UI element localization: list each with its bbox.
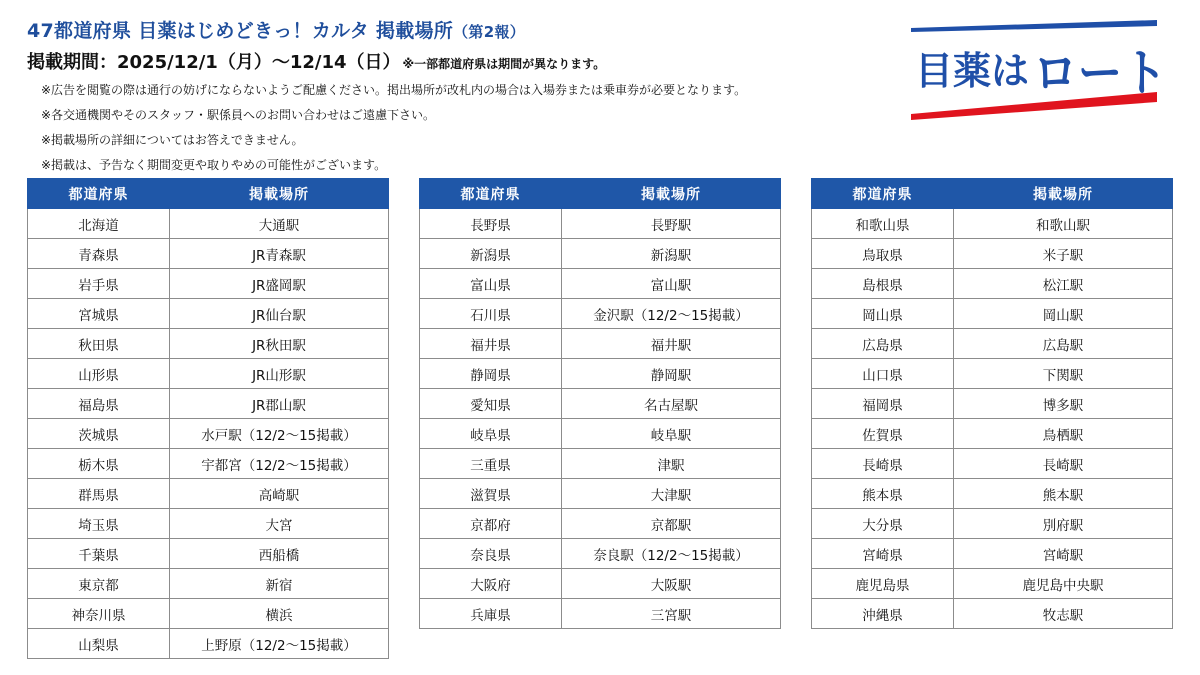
table-row [812,389,1173,419]
prefecture-cell: 石川県 [420,299,562,329]
prefecture-cell: 鹿児島県 [812,569,954,599]
place-cell: 三宮駅 [562,599,781,629]
place-cell: 横浜 [170,599,389,629]
table-row [812,509,1173,539]
period-text: 掲載期間：2025/12/1（月）～12/14（日） [27,52,401,73]
table-row [28,539,389,569]
title-suffix: （第2報） [453,23,526,41]
place-cell: 新潟駅 [562,239,781,269]
table-row [812,269,1173,299]
prefecture-cell: 島根県 [812,269,954,299]
table-row [28,599,389,629]
table-row [28,329,389,359]
table-row [28,299,389,329]
prefecture-cell: 和歌山県 [812,209,954,239]
place-cell: 大通駅 [170,209,389,239]
prefecture-cell: 静岡県 [420,359,562,389]
table-row [812,539,1173,569]
table-row [28,449,389,479]
table-row [812,209,1173,239]
table-row [420,539,781,569]
prefecture-cell: 新潟県 [420,239,562,269]
place-cell: 下関駅 [954,359,1173,389]
place-cell: 京都駅 [562,509,781,539]
prefecture-cell: 福井県 [420,329,562,359]
table-row [812,419,1173,449]
prefecture-cell: 長崎県 [812,449,954,479]
place-cell: JR仙台駅 [170,299,389,329]
prefecture-cell: 山口県 [812,359,954,389]
place-cell: 金沢駅（12/2～15掲載） [562,299,781,329]
prefecture-cell: 神奈川県 [28,599,170,629]
place-cell: 長野駅 [562,209,781,239]
place-cell: 大津駅 [562,479,781,509]
table-row [812,569,1173,599]
table-row [28,209,389,239]
period-line [27,48,605,74]
place-cell: 上野原（12/2～15掲載） [170,629,389,659]
place-cell: 名古屋駅 [562,389,781,419]
place-cell: 水戸駅（12/2～15掲載） [170,419,389,449]
prefecture-cell: 佐賀県 [812,419,954,449]
table-row [420,419,781,449]
locations-table-3 [811,178,1173,629]
prefecture-cell: 愛知県 [420,389,562,419]
prefecture-cell: 京都府 [420,509,562,539]
place-cell: 米子駅 [954,239,1173,269]
page-title [27,16,525,43]
locations-table-1 [27,178,389,659]
logo-text-brand: ロート [1033,44,1167,102]
table-row [28,359,389,389]
table-row [28,629,389,659]
table-row [28,419,389,449]
period-note: ※一部都道府県は期間が異なります。 [402,57,606,71]
prefecture-cell: 広島県 [812,329,954,359]
table-row [420,569,781,599]
table-row [420,329,781,359]
table-row [812,359,1173,389]
prefecture-cell: 東京都 [28,569,170,599]
place-cell: JR盛岡駅 [170,269,389,299]
place-cell: 鳥栖駅 [954,419,1173,449]
place-cell: JR青森駅 [170,239,389,269]
table-row [420,449,781,479]
place-cell: 宮崎駅 [954,539,1173,569]
place-cell: 博多駅 [954,389,1173,419]
note-line: ※掲載場所の詳細についてはお答えできません。 [41,133,304,147]
logo-text-main: 目薬は [915,49,1030,93]
prefecture-cell: 大阪府 [420,569,562,599]
place-cell: 津駅 [562,449,781,479]
table-row [420,269,781,299]
place-cell: 熊本駅 [954,479,1173,509]
place-cell: 新宿 [170,569,389,599]
table-row [420,359,781,389]
prefecture-cell: 埼玉県 [28,509,170,539]
place-cell: 富山駅 [562,269,781,299]
table-row [812,329,1173,359]
prefecture-cell: 福島県 [28,389,170,419]
prefecture-cell: 兵庫県 [420,599,562,629]
header-place: 掲載場所 [562,179,781,209]
table-row [420,299,781,329]
prefecture-cell: 青森県 [28,239,170,269]
header-place: 掲載場所 [170,179,389,209]
table-row [28,479,389,509]
place-cell: 別府駅 [954,509,1173,539]
place-cell: 和歌山駅 [954,209,1173,239]
place-cell: 牧志駅 [954,599,1173,629]
table-row [812,479,1173,509]
prefecture-cell: 茨城県 [28,419,170,449]
prefecture-cell: 沖縄県 [812,599,954,629]
prefecture-cell: 大分県 [812,509,954,539]
title-text: 47都道府県 目薬はじめどきっ！カルタ 掲載場所 [27,20,454,42]
prefecture-cell: 群馬県 [28,479,170,509]
prefecture-cell: 鳥取県 [812,239,954,269]
prefecture-cell: 三重県 [420,449,562,479]
place-cell: JR郡山駅 [170,389,389,419]
place-cell: 大阪駅 [562,569,781,599]
table-row [28,509,389,539]
table-row [28,269,389,299]
table-row [812,239,1173,269]
prefecture-cell: 熊本県 [812,479,954,509]
table-row [420,239,781,269]
prefecture-cell: 山梨県 [28,629,170,659]
prefecture-cell: 滋賀県 [420,479,562,509]
prefecture-cell: 北海道 [28,209,170,239]
prefecture-cell: 岩手県 [28,269,170,299]
header-prefecture: 都道府県 [812,179,954,209]
place-cell: 西船橋 [170,539,389,569]
prefecture-cell: 岡山県 [812,299,954,329]
prefecture-cell: 富山県 [420,269,562,299]
table-row [420,479,781,509]
prefecture-cell: 山形県 [28,359,170,389]
place-cell: 鹿児島中央駅 [954,569,1173,599]
prefecture-cell: 福岡県 [812,389,954,419]
table-row [420,509,781,539]
place-cell: 大宮 [170,509,389,539]
prefecture-cell: 宮城県 [28,299,170,329]
place-cell: JR山形駅 [170,359,389,389]
prefecture-cell: 宮崎県 [812,539,954,569]
prefecture-cell: 千葉県 [28,539,170,569]
place-cell: JR秋田駅 [170,329,389,359]
place-cell: 長崎駅 [954,449,1173,479]
table-row [812,449,1173,479]
place-cell: 福井駅 [562,329,781,359]
table-row [812,599,1173,629]
place-cell: 静岡駅 [562,359,781,389]
locations-table-2 [419,178,781,629]
place-cell: 岐阜駅 [562,419,781,449]
place-cell: 高崎駅 [170,479,389,509]
table-row [28,389,389,419]
prefecture-cell: 奈良県 [420,539,562,569]
place-cell: 宇都宮（12/2～15掲載） [170,449,389,479]
note-line: ※広告を閲覧の際は通行の妨げにならないようご配慮ください。掲出場所が改札内の場合は入場券または乗車券が必要となります。 [41,83,747,97]
rohto-logo [905,16,1175,121]
header-prefecture: 都道府県 [28,179,170,209]
header-place: 掲載場所 [954,179,1173,209]
table-row [420,209,781,239]
table-row [28,569,389,599]
table-row [420,389,781,419]
note-line: ※掲載は、予告なく期間変更や取りやめの可能性がございます。 [41,158,387,172]
table-row [420,599,781,629]
header-prefecture: 都道府県 [420,179,562,209]
place-cell: 奈良駅（12/2～15掲載） [562,539,781,569]
table-row [812,299,1173,329]
notes-block [41,78,746,178]
logo-blue-swoosh [911,20,1157,32]
place-cell: 岡山駅 [954,299,1173,329]
prefecture-cell: 岐阜県 [420,419,562,449]
place-cell: 松江駅 [954,269,1173,299]
prefecture-cell: 長野県 [420,209,562,239]
table-row [28,239,389,269]
place-cell: 広島駅 [954,329,1173,359]
note-line: ※各交通機関やそのスタッフ・駅係員へのお問い合わせはご遠慮下さい。 [41,108,436,122]
prefecture-cell: 栃木県 [28,449,170,479]
prefecture-cell: 秋田県 [28,329,170,359]
